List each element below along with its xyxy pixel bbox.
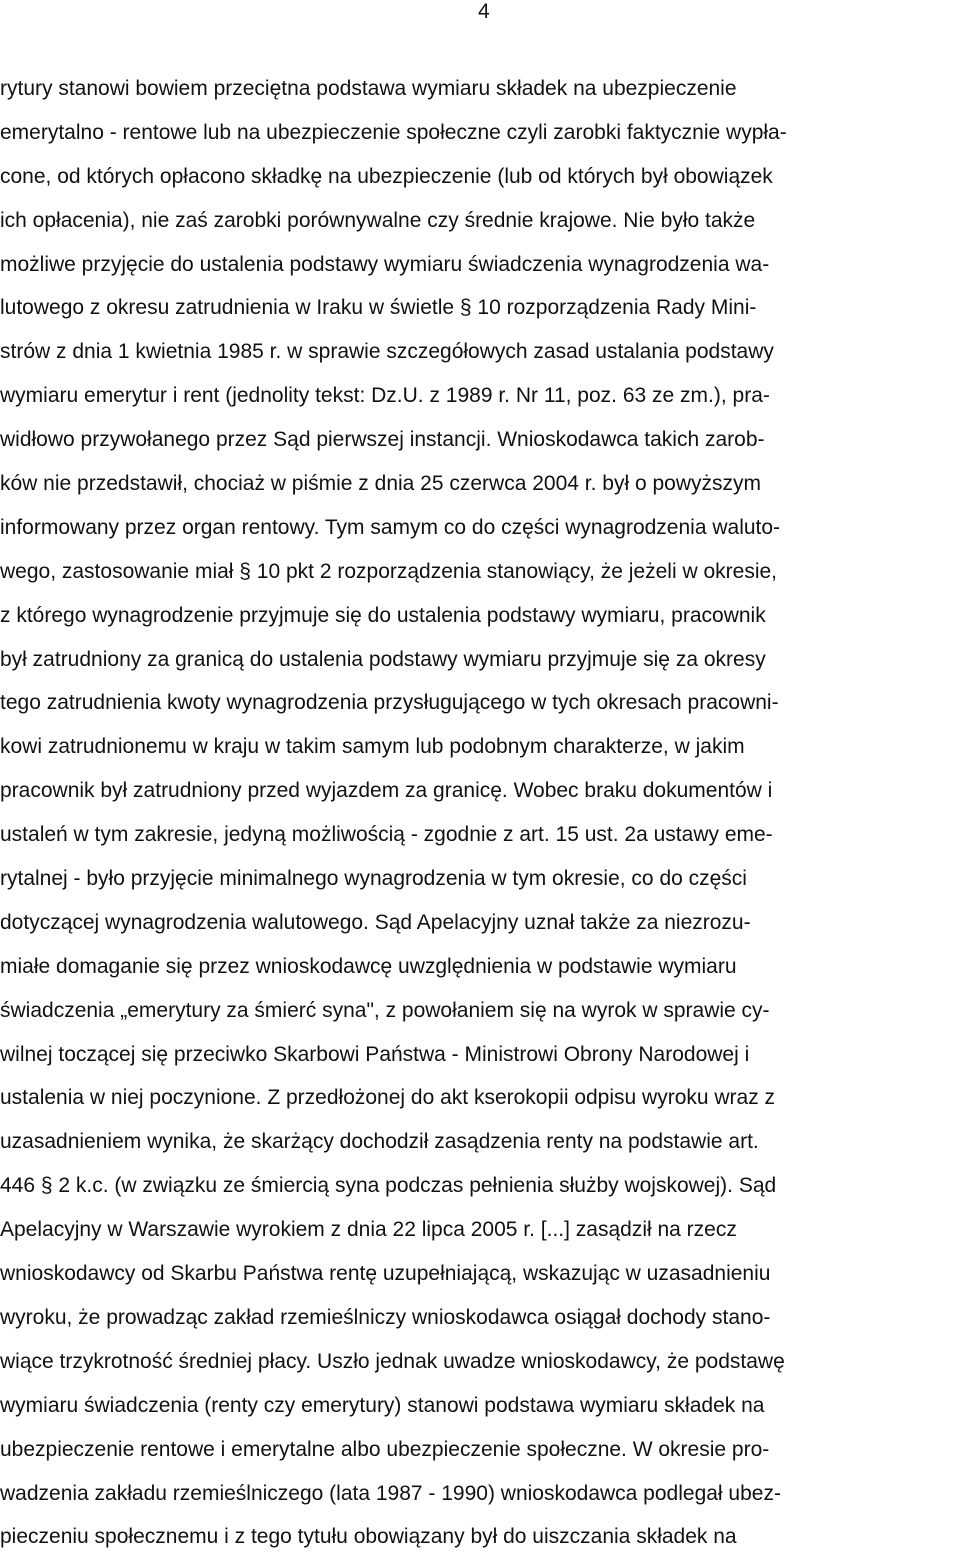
text-line: wymiaru świadczenia (renty czy emerytury) stanowi podstawa wymiaru składek na	[0, 1393, 765, 1417]
text-line: informowany przez organ rentowy. Tym samym co do części wynagrodzenia waluto-	[0, 515, 781, 539]
text-line: ubezpieczenie rentowe i emerytalne albo ubezpieczenie społeczne. W okresie pro-	[0, 1437, 770, 1461]
text-line: lutowego z okresu zatrudnienia w Iraku w świetle § 10 rozporządzenia Rady Mini-	[0, 296, 757, 320]
text-line: ich opłacenia), nie zaś zarobki porównywalne czy średnie krajowe. Nie było także	[0, 208, 756, 232]
text-line: kowi zatrudnionemu w kraju w takim samym lub podobnym charakterze, w jakim	[0, 735, 745, 759]
text-line: 446 § 2 k.c. (w związku ze śmiercią syna podczas pełnienia służby wojskowej). Sąd	[0, 1174, 777, 1198]
text-line: rytury stanowi bowiem przeciętna podstawa wymiaru składek na ubezpieczenie	[0, 77, 737, 100]
text-line: z którego wynagrodzenie przyjmuje się do ustalenia podstawy wymiaru, pracownik	[0, 603, 766, 627]
text-line: strów z dnia 1 kwietnia 1985 r. w sprawie szczegółowych zasad ustalania podstawy	[0, 340, 774, 364]
text-line: ków nie przedstawił, chociaż w piśmie z dnia 25 czerwca 2004 r. był o powyższym	[0, 472, 761, 496]
text-line: wyroku, że prowadząc zakład rzemieślniczy wnioskodawca osiągał dochody stano-	[0, 1305, 771, 1329]
text-line: pieczeniu społecznemu i z tego tytułu obowiązany był do uiszczania składek na	[0, 1525, 737, 1549]
text-line: pracownik był zatrudniony przed wyjazdem za granicę. Wobec braku dokumentów i	[0, 779, 773, 803]
text-line: cone, od których opłacono składkę na ubezpieczenie (lub od których był obowiązek	[0, 164, 773, 188]
text-line: rytalnej - było przyjęcie minimalnego wynagrodzenia w tym okresie, co do części	[0, 867, 747, 891]
text-line: ustalenia w niej poczynione. Z przedłożonej do akt kserokopii odpisu wyroku wraz z	[0, 1086, 776, 1110]
text-line: miałe domaganie się przez wnioskodawcę uwzględnienia w podstawie wymiaru	[0, 954, 737, 978]
text-line: emerytalno - rentowe lub na ubezpieczenie społeczne czyli zarobki faktycznie wypła-	[0, 120, 787, 144]
page-number: 4	[478, 0, 490, 23]
text-line: wego, zastosowanie miał § 10 pkt 2 rozporządzenia stanowiący, że jeżeli w okresie,	[0, 559, 777, 583]
text-line: ustaleń w tym zakresie, jedyną możliwością - zgodnie z art. 15 ust. 2a ustawy eme-	[0, 823, 773, 847]
text-line: możliwe przyjęcie do ustalenia podstawy wymiaru świadczenia wynagrodzenia wa-	[0, 252, 770, 276]
text-line: wiące trzykrotność średniej płacy. Uszło jednak uwadze wnioskodawcy, że podstawę	[0, 1349, 785, 1373]
text-line: tego zatrudnienia kwoty wynagrodzenia przysługującego w tych okresach pracowni-	[0, 691, 779, 715]
text-line: wadzenia zakładu rzemieślniczego (lata 1987 - 1990) wnioskodawca podlegał ubez-	[0, 1481, 781, 1505]
text-line: uzasadnieniem wynika, że skarżący dochodził zasądzenia renty na podstawie art.	[0, 1130, 759, 1154]
text-line: widłowo przywołanego przez Sąd pierwszej instancji. Wnioskodawca takich zarob-	[0, 428, 765, 452]
text-line: wymiaru emerytur i rent (jednolity tekst: Dz.U. z 1989 r. Nr 11, poz. 63 ze zm.), pra-	[0, 384, 770, 408]
text-line: był zatrudniony za granicą do ustalenia podstawy wymiaru przyjmuje się za okresy	[0, 647, 766, 671]
text-line: świadczenia „emerytury za śmierć syna", z powołaniem się na wyrok w sprawie cy-	[0, 998, 770, 1022]
body-text	[0, 67, 960, 1559]
text-line: wnioskodawcy od Skarbu Państwa rentę uzupełniającą, wskazując w uzasadnieniu	[0, 1262, 771, 1286]
text-line: dotyczącej wynagrodzenia walutowego. Sąd Apelacyjny uznał także za niezrozu-	[0, 910, 751, 934]
text-line: Apelacyjny w Warszawie wyrokiem z dnia 22 lipca 2005 r. [...] zasądził na rzecz	[0, 1218, 737, 1242]
text-line: wilnej toczącej się przeciwko Skarbowi Państwa - Ministrowi Obrony Narodowej i	[0, 1042, 750, 1066]
